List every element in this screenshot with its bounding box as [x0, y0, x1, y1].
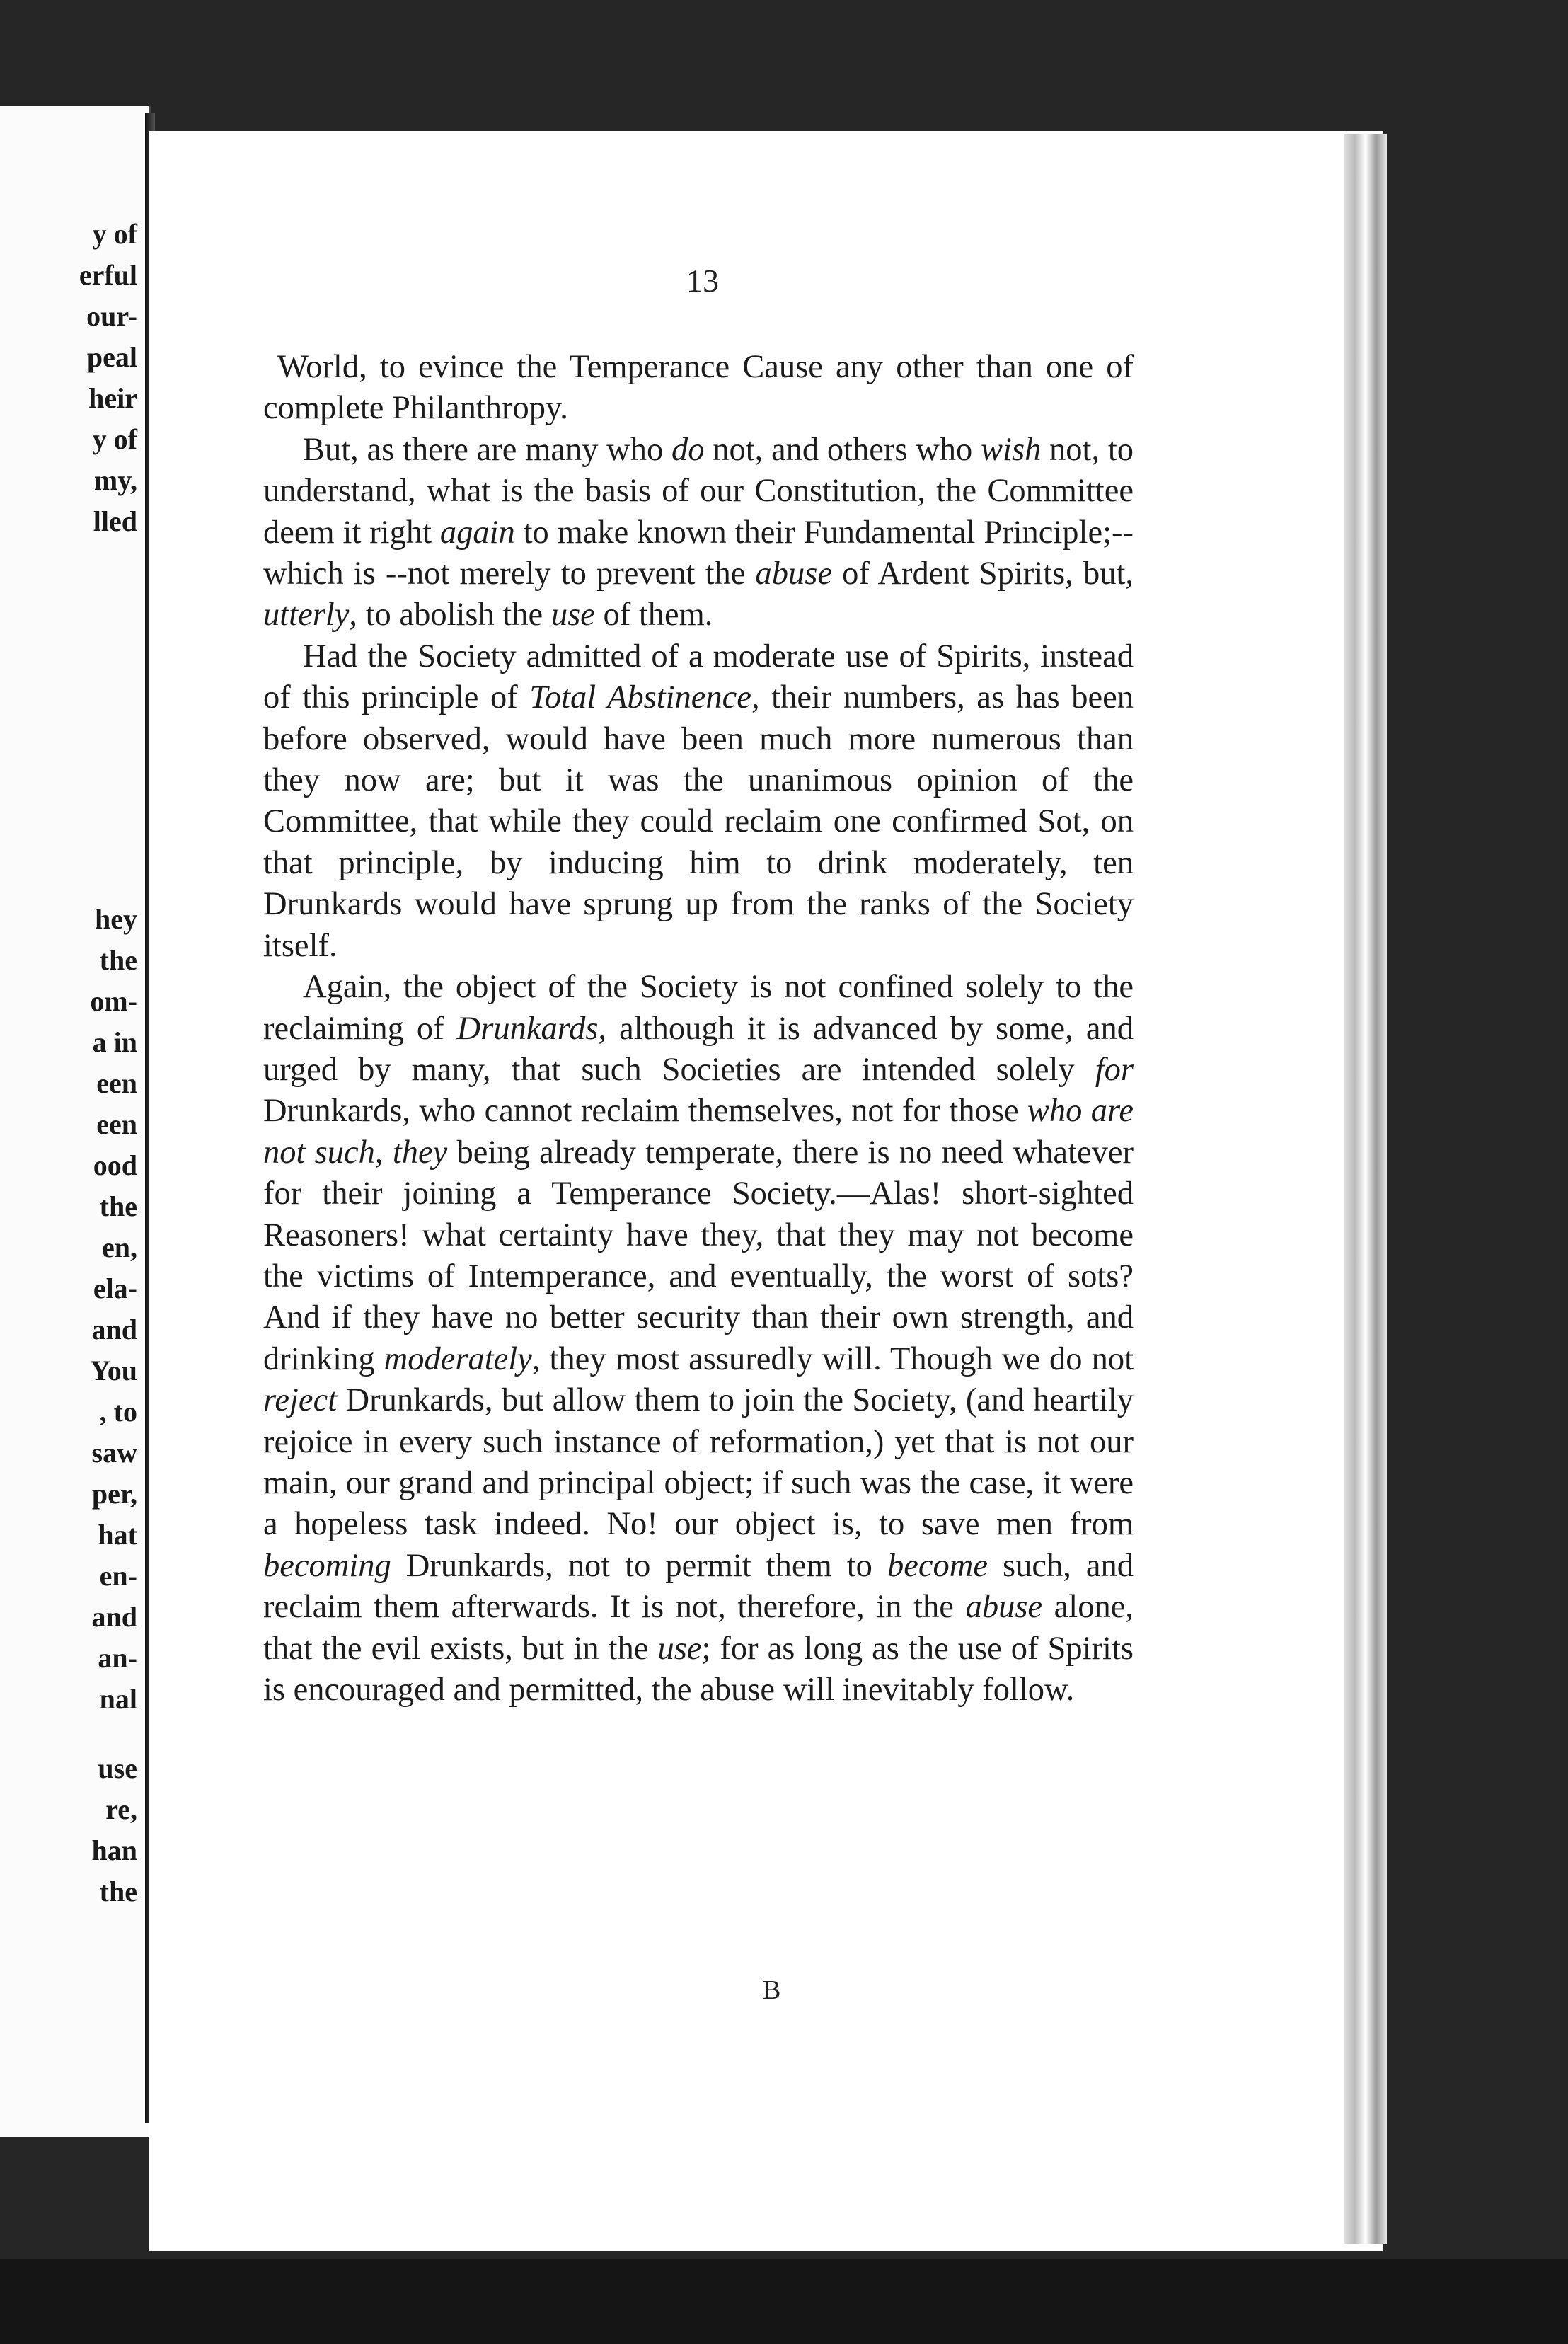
signature-mark: B — [763, 1975, 781, 2005]
scan-bottom-shadow — [0, 2259, 1568, 2344]
left-page-text-fragment: per, — [91, 1478, 137, 1510]
left-page-text-fragment: the — [99, 1190, 137, 1222]
italic-text: abuse — [755, 556, 833, 592]
italic-text: they — [392, 1134, 448, 1171]
italic-text: use — [550, 597, 595, 633]
left-page-text-fragment: y of — [92, 423, 137, 455]
left-page-text-fragment: , to — [99, 1396, 137, 1427]
paragraph — [263, 347, 1134, 430]
text-run: , to abolish the — [349, 597, 551, 633]
text-run: Again, the object of the Society is not confined solely to the reclaiming of — [263, 969, 1134, 1047]
left-page-text-fragment: lled — [93, 505, 137, 537]
text-run: such, and reclaim them afterwards. It is not, therefore, in the — [263, 1547, 1134, 1626]
italic-text: becoming — [263, 1547, 391, 1584]
left-page-text-fragment: the — [99, 1875, 137, 1907]
text-run: Drunkards, but allow them to join the Society, (and heartily rejoice in every such instance of reformation,) yet that is not our main, our grand and principal object; if such was the case, it were a hopeless task indeed. No! our object is, to save men from — [263, 1382, 1134, 1543]
text-run: , — [374, 1134, 393, 1171]
text-run: But, as there are many who — [303, 431, 671, 468]
text-run: Drunkards, who cannot reclaim themselves, not for those — [263, 1093, 1027, 1130]
left-page-text-fragment: nal — [99, 1683, 137, 1715]
italic-text: become — [887, 1547, 988, 1584]
left-page-text-fragment: a in — [92, 1026, 137, 1058]
left-page-text-fragment: You — [90, 1355, 137, 1386]
left-page-text-fragment: y of — [92, 218, 137, 250]
text-run: , although it is advanced by some, and urged by many, that such Societies are intended solely — [263, 1010, 1134, 1088]
italic-text: use — [657, 1630, 702, 1667]
text-run: to make known their Fundamental Principle;--which is --not merely to prevent the — [263, 514, 1134, 592]
left-page-text-fragment: my, — [93, 464, 137, 496]
text-run: being already temperate, there is no need whatever for their joining a Temperance Society.—Alas! short-sighted Reasoners! what certainty have they, that they may not become the victims of Intemperance, and eventually, the worst of sots? And if they have no better security than their own strength, and drinking — [263, 1134, 1134, 1377]
italic-text: moderately — [384, 1340, 532, 1377]
left-page-text-fragment: ood — [93, 1149, 137, 1181]
left-page-text-fragment: the — [99, 944, 137, 976]
text-run: not, and others who — [704, 431, 981, 468]
italic-text: utterly — [263, 597, 350, 633]
text-run: ; for as long as the use of Spirits is encouraged and permitted, the abuse will inevitably follow. — [263, 1630, 1134, 1708]
left-page-text-fragment: heir — [88, 382, 137, 414]
page-number: 13 — [686, 263, 719, 299]
italic-text: again — [439, 514, 515, 551]
italic-text: for — [1095, 1051, 1134, 1088]
text-run: of them. — [594, 597, 713, 633]
left-page-text-fragment: hey — [95, 903, 137, 935]
left-page-text-fragment: han — [91, 1834, 137, 1866]
left-page-text-fragment: een — [96, 1067, 137, 1099]
left-page-text-fragment: and — [91, 1314, 137, 1345]
paragraph — [263, 967, 1134, 1711]
left-page-text-fragment: om- — [90, 985, 137, 1017]
italic-text: reject — [263, 1382, 338, 1419]
page-edge-stack — [1344, 134, 1387, 2244]
left-page-text-fragment: erful — [79, 259, 137, 291]
left-page-text-fragment: saw — [91, 1437, 137, 1469]
previous-page-edge — [0, 106, 151, 2137]
left-page-text-fragment: use — [98, 1752, 137, 1784]
left-page-text-fragment: ela- — [93, 1272, 137, 1304]
paragraph — [263, 430, 1134, 636]
text-run: , they most assuredly will. Though we do not — [531, 1340, 1134, 1377]
text-run: of Ardent Spirits, but, — [832, 556, 1134, 592]
italic-text: Drunkards — [456, 1010, 599, 1047]
paragraph — [263, 636, 1134, 967]
left-page-text-fragment: hat — [98, 1519, 137, 1551]
italic-text: who are not such — [263, 1093, 1134, 1171]
left-page-text-fragment: an- — [98, 1642, 137, 1674]
text-run: not, to understand, what is the basis of our Constitution, the Committee deem it right — [263, 431, 1134, 551]
left-page-text-fragment: en- — [99, 1560, 137, 1592]
text-run: , their numbers, as has been before observed, would have been much more numerous than they now are; but it was the unanimous opinion of the Committee, that while they could reclaim one confirmed Sot, on that principle, by inducing him to drink moderately, ten Drunkards would have sprung up from the ranks of the Society itself. — [263, 679, 1134, 964]
italic-text: Total Abstinence — [529, 679, 751, 716]
italic-text: wish — [981, 431, 1042, 468]
text-run: World, to evince the Temperance Cause any other than one of complete Philanthropy. — [263, 349, 1134, 427]
left-page-text-fragment: re, — [105, 1793, 137, 1825]
text-run: Drunkards, not to permit them to — [391, 1547, 887, 1584]
italic-text: abuse — [965, 1589, 1043, 1626]
left-page-text-fragment: een — [96, 1108, 137, 1140]
text-run: alone, that the evil exists, but in the — [263, 1589, 1134, 1667]
italic-text: do — [671, 431, 705, 468]
left-page-text-fragment: peal — [86, 341, 137, 373]
left-page-text-fragment: en, — [102, 1231, 137, 1263]
left-page-text-fragment: our- — [86, 300, 137, 332]
page-body-text — [263, 347, 1134, 1711]
text-run: Had the Society admitted of a moderate use of Spirits, instead of this principle of — [263, 638, 1134, 716]
left-page-text-fragment: and — [91, 1601, 137, 1633]
